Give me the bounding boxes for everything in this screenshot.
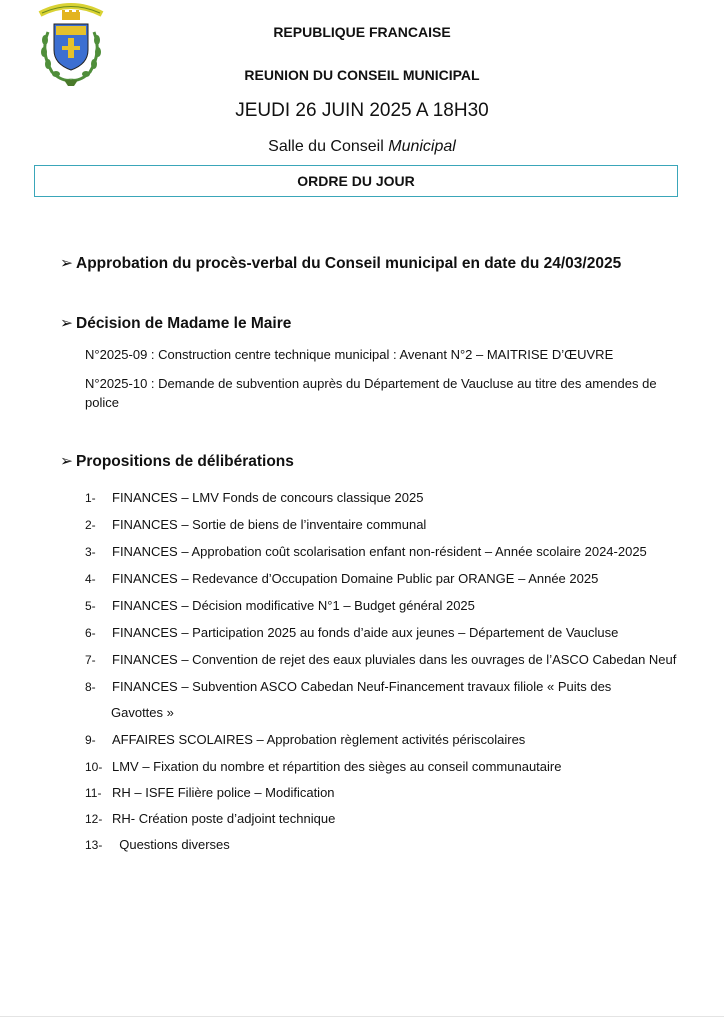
item-text: LMV – Fixation du nombre et répartition des sièges au conseil communautaire <box>112 759 562 774</box>
item-text: Questions diverses <box>112 837 230 852</box>
item-number: 12- <box>85 812 103 826</box>
deliberation-item <box>85 784 335 802</box>
deliberation-item <box>85 624 618 642</box>
item-text: AFFAIRES SCOLAIRES – Approbation règlement activités périscolaires <box>112 732 526 747</box>
item-number: 4- <box>85 572 96 586</box>
agenda-title-box <box>34 165 678 197</box>
item-number: 6- <box>85 626 96 640</box>
deliberation-item <box>85 489 423 507</box>
deliberation-item <box>85 758 561 776</box>
item-number: 9- <box>85 733 96 747</box>
arrow-bullet-icon: ➢ <box>60 315 73 332</box>
deliberation-item <box>85 543 647 561</box>
deliberation-item <box>85 651 676 669</box>
deliberation-item-continuation: Gavottes » <box>111 705 174 720</box>
item-text: RH – ISFE Filière police – Modification <box>112 785 335 800</box>
deliberation-item <box>85 836 230 854</box>
item-text: FINANCES – Sortie de biens de l’inventaire communal <box>112 517 427 532</box>
item-text: FINANCES – Convention de rejet des eaux pluviales dans les ouvrages de l’ASCO Cabedan Neuf <box>112 652 677 667</box>
scan-edge-divider <box>0 1016 724 1017</box>
item-text: FINANCES – Approbation coût scolarisation enfant non-résident – Année scolaire 2024-2025 <box>112 544 647 559</box>
item-text: FINANCES – Décision modificative N°1 – Budget général 2025 <box>112 598 475 613</box>
section-approbation <box>60 254 621 273</box>
meeting-date: JEUDI 26 JUIN 2025 A 18H30 <box>235 100 489 121</box>
item-number: 11- <box>85 786 102 800</box>
item-number: 13- <box>85 838 103 852</box>
location-italic: Municipal <box>388 138 456 155</box>
section-decision <box>60 314 291 333</box>
decision-item: N°2025-10 : Demande de subvention auprès du Département de Vaucluse au titre des amendes de police <box>85 376 657 410</box>
deliberation-item <box>85 678 611 696</box>
deliberation-item <box>85 731 525 749</box>
item-number: 7- <box>85 653 96 667</box>
agenda-title: ORDRE DU JOUR <box>297 173 415 189</box>
item-number: 10- <box>85 760 103 774</box>
section-propositions <box>60 452 294 471</box>
decision-item: N°2025-09 : Construction centre technique municipal : Avenant N°2 – MAITRISE D’ŒUVRE <box>85 347 614 362</box>
deliberation-item <box>85 516 426 534</box>
arrow-bullet-icon: ➢ <box>60 453 73 470</box>
section-propositions-text: Propositions de délibérations <box>76 453 294 470</box>
item-number: 2- <box>85 518 96 532</box>
item-text: FINANCES – Participation 2025 au fonds d’aide aux jeunes – Département de Vaucluse <box>112 625 619 640</box>
item-text: FINANCES – LMV Fonds de concours classique 2025 <box>112 490 424 505</box>
deliberation-item <box>85 810 335 828</box>
item-number: 5- <box>85 599 96 613</box>
meeting-location <box>0 138 724 156</box>
deliberation-item <box>85 597 475 615</box>
reunion-heading: REUNION DU CONSEIL MUNICIPAL <box>244 67 480 83</box>
republique-heading: REPUBLIQUE FRANCAISE <box>273 24 451 40</box>
item-number: 3- <box>85 545 96 559</box>
item-number: 8- <box>85 680 96 694</box>
item-text: RH- Création poste d’adjoint technique <box>112 811 336 826</box>
section-approbation-text: Approbation du procès-verbal du Conseil municipal en date du 24/03/2025 <box>76 255 622 272</box>
deliberation-item <box>85 570 598 588</box>
section-decision-text: Décision de Madame le Maire <box>76 315 292 332</box>
location-prefix: Salle du Conseil <box>268 138 389 155</box>
item-text: FINANCES – Subvention ASCO Cabedan Neuf-Financement travaux filiole « Puits des <box>112 679 612 694</box>
arrow-bullet-icon: ➢ <box>60 255 73 272</box>
item-number: 1- <box>85 491 96 505</box>
item-text: FINANCES – Redevance d’Occupation Domaine Public par ORANGE – Année 2025 <box>112 571 599 586</box>
